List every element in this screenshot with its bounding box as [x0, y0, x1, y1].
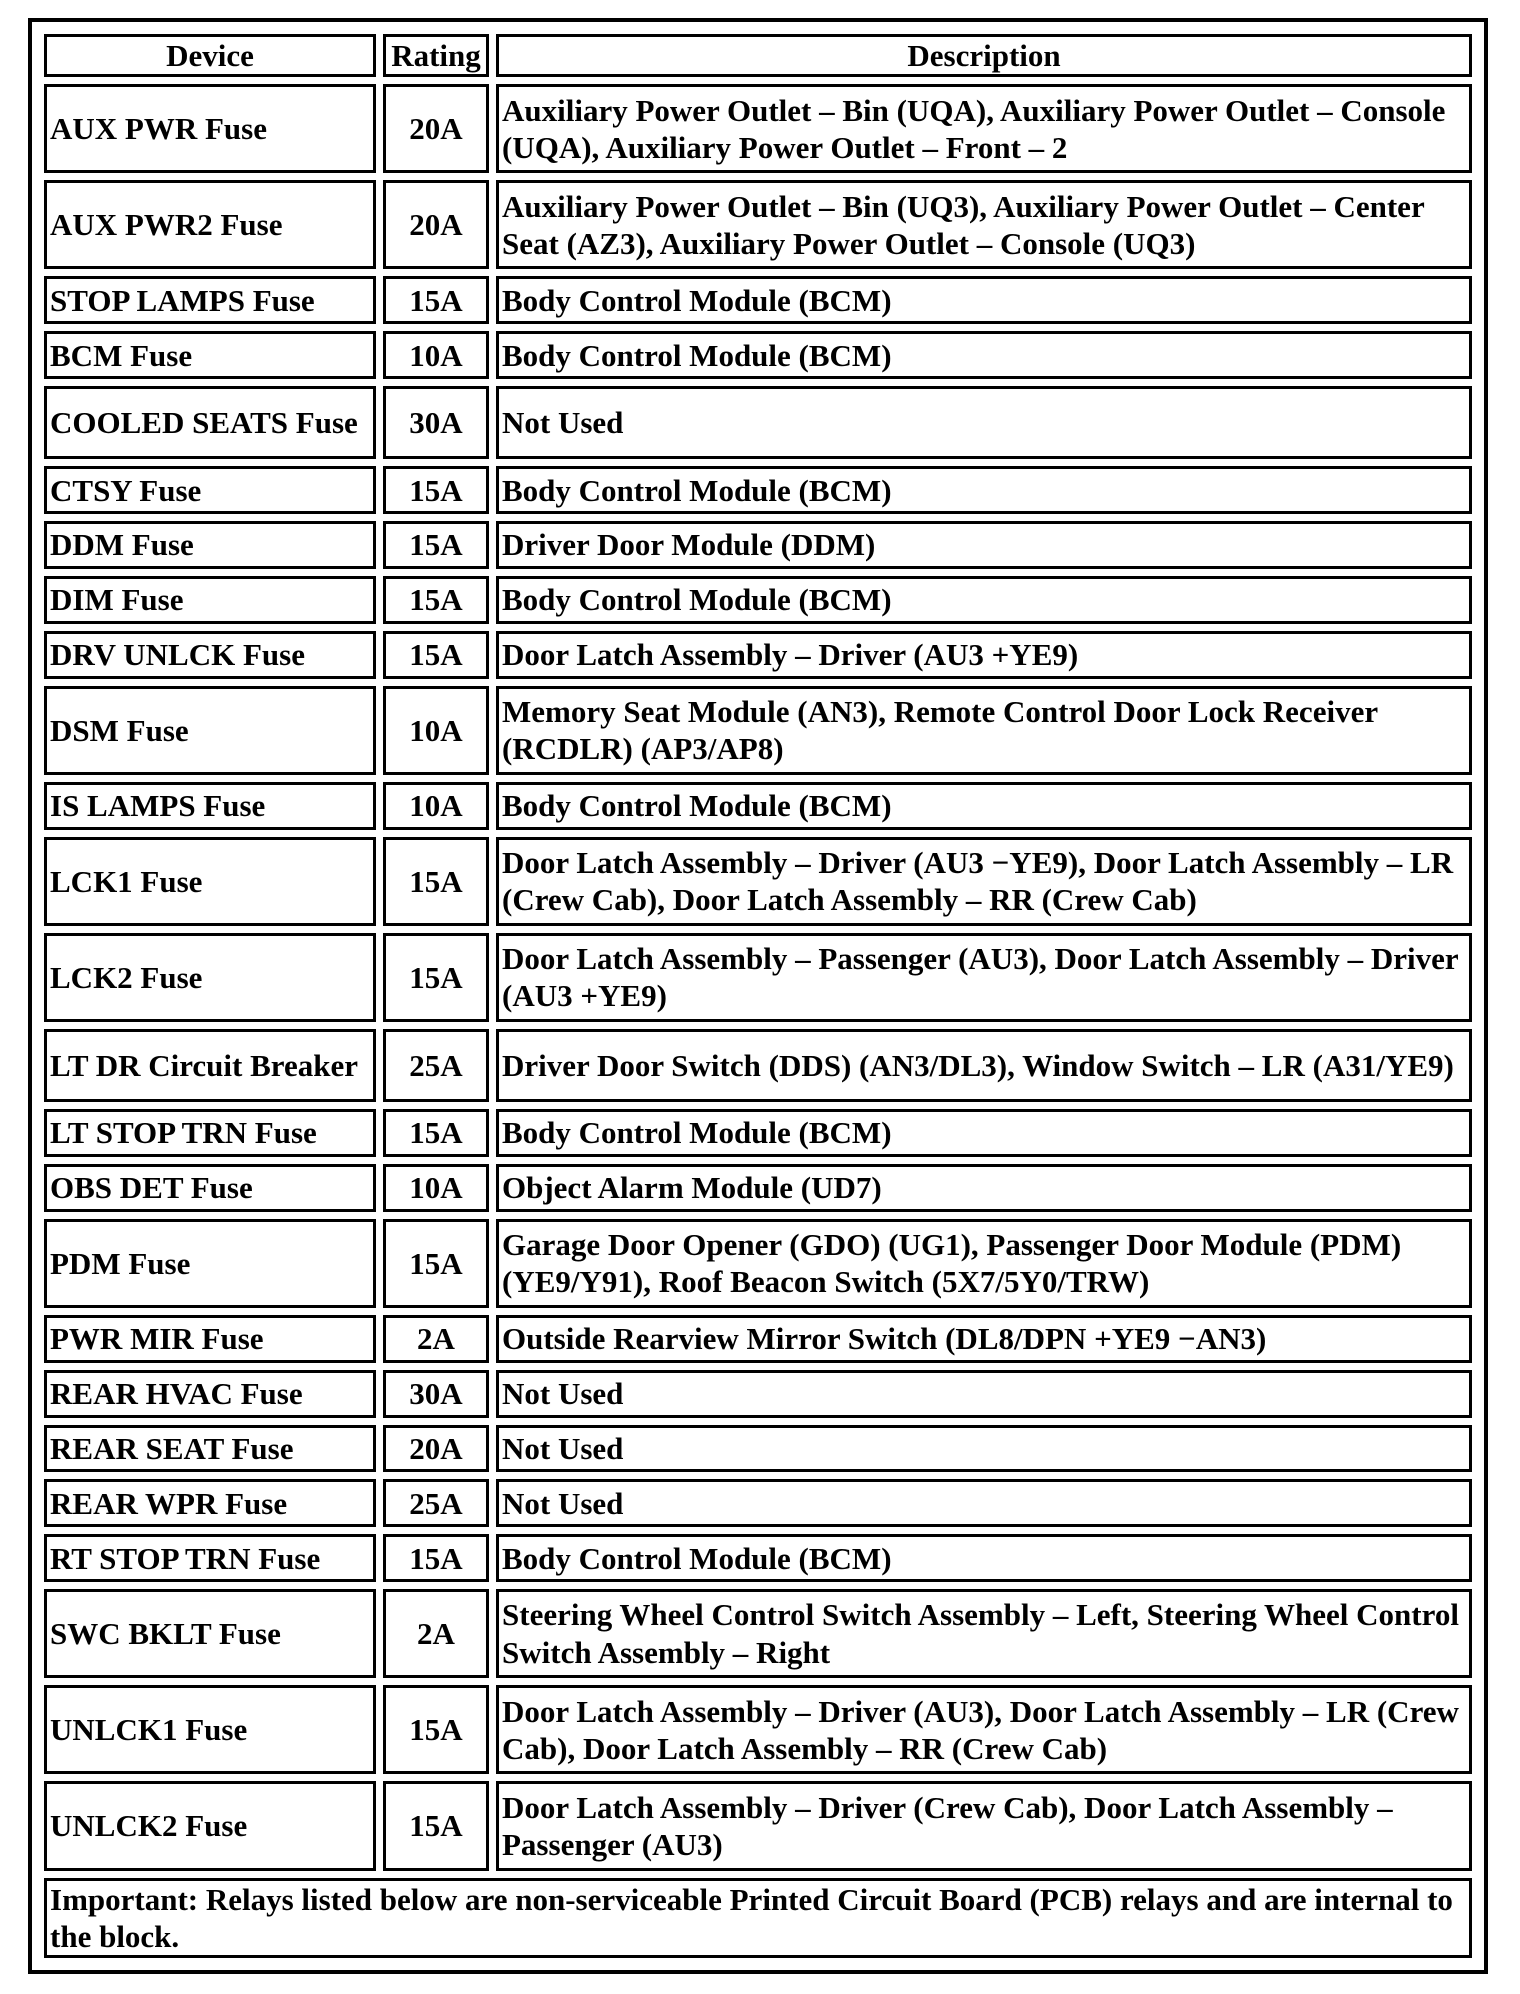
description-cell: Not Used — [496, 1370, 1472, 1418]
table-row — [44, 180, 1472, 269]
rating-cell: 10A — [383, 686, 489, 775]
device-cell: STOP LAMPS Fuse — [44, 276, 376, 324]
rating-cell: 15A — [383, 466, 489, 514]
description-cell: Object Alarm Module (UD7) — [496, 1164, 1472, 1212]
description-cell: Memory Seat Module (AN3), Remote Control Door Lock Receiver (RCDLR) (AP3/AP8) — [496, 686, 1472, 775]
device-cell: CTSY Fuse — [44, 466, 376, 514]
table-row — [44, 1315, 1472, 1363]
table-row — [44, 782, 1472, 830]
table-row — [44, 276, 1472, 324]
description-cell: Driver Door Module (DDM) — [496, 521, 1472, 569]
description-cell: Not Used — [496, 1425, 1472, 1473]
device-cell: PWR MIR Fuse — [44, 1315, 376, 1363]
description-cell: Body Control Module (BCM) — [496, 466, 1472, 514]
description-cell: Body Control Module (BCM) — [496, 331, 1472, 379]
description-cell: Body Control Module (BCM) — [496, 576, 1472, 624]
header-device: Device — [44, 34, 376, 77]
rating-cell: 15A — [383, 933, 489, 1022]
device-cell: RT STOP TRN Fuse — [44, 1534, 376, 1582]
device-cell: AUX PWR Fuse — [44, 84, 376, 173]
description-cell: Door Latch Assembly – Driver (AU3 −YE9), Door Latch Assembly – LR (Crew Cab), Door Latch Assembly – RR (Crew Cab) — [496, 837, 1472, 926]
description-cell: Body Control Module (BCM) — [496, 1109, 1472, 1157]
rating-cell: 10A — [383, 1164, 489, 1212]
device-cell: AUX PWR2 Fuse — [44, 180, 376, 269]
device-cell: LT DR Circuit Breaker — [44, 1029, 376, 1102]
table-row — [44, 1219, 1472, 1308]
table-row — [44, 1370, 1472, 1418]
rating-cell: 10A — [383, 331, 489, 379]
description-cell: Body Control Module (BCM) — [496, 276, 1472, 324]
rating-cell: 15A — [383, 1109, 489, 1157]
device-cell: BCM Fuse — [44, 331, 376, 379]
device-cell: REAR WPR Fuse — [44, 1479, 376, 1527]
rating-cell: 2A — [383, 1315, 489, 1363]
description-cell: Garage Door Opener (GDO) (UG1), Passenger Door Module (PDM) (YE9/Y91), Roof Beacon Switch (5X7/5Y0/TRW) — [496, 1219, 1472, 1308]
rating-cell: 15A — [383, 521, 489, 569]
rating-cell: 15A — [383, 576, 489, 624]
header-row — [44, 34, 1472, 77]
description-cell: Auxiliary Power Outlet – Bin (UQ3), Auxiliary Power Outlet – Center Seat (AZ3), Auxiliary Power Outlet – Console (UQ3) — [496, 180, 1472, 269]
device-cell: REAR SEAT Fuse — [44, 1425, 376, 1473]
important-note: Important: Relays listed below are non-serviceable Printed Circuit Board (PCB) relays and are internal to the block. — [44, 1878, 1472, 1958]
description-cell: Door Latch Assembly – Driver (Crew Cab), Door Latch Assembly – Passenger (AU3) — [496, 1781, 1472, 1870]
rating-cell: 30A — [383, 1370, 489, 1418]
table-row — [44, 1685, 1472, 1774]
description-cell: Door Latch Assembly – Passenger (AU3), Door Latch Assembly – Driver (AU3 +YE9) — [496, 933, 1472, 1022]
table-row — [44, 1534, 1472, 1582]
table-row — [44, 466, 1472, 514]
table-row — [44, 1781, 1472, 1870]
table-row — [44, 1029, 1472, 1102]
device-cell: DSM Fuse — [44, 686, 376, 775]
rating-cell: 30A — [383, 386, 489, 459]
rating-cell: 15A — [383, 1685, 489, 1774]
rating-cell: 2A — [383, 1589, 489, 1678]
table-row — [44, 1589, 1472, 1678]
device-cell: LCK1 Fuse — [44, 837, 376, 926]
device-cell: DRV UNLCK Fuse — [44, 631, 376, 679]
description-cell: Not Used — [496, 386, 1472, 459]
rating-cell: 25A — [383, 1479, 489, 1527]
device-cell: UNLCK1 Fuse — [44, 1685, 376, 1774]
table-row — [44, 837, 1472, 926]
device-cell: LCK2 Fuse — [44, 933, 376, 1022]
note-row — [44, 1878, 1472, 1958]
device-cell: PDM Fuse — [44, 1219, 376, 1308]
rating-cell: 15A — [383, 1534, 489, 1582]
device-cell: LT STOP TRN Fuse — [44, 1109, 376, 1157]
table-row — [44, 1109, 1472, 1157]
device-cell: SWC BKLT Fuse — [44, 1589, 376, 1678]
table-row — [44, 1479, 1472, 1527]
table-row — [44, 331, 1472, 379]
rating-cell: 15A — [383, 837, 489, 926]
table-row — [44, 521, 1472, 569]
description-cell: Steering Wheel Control Switch Assembly – Left, Steering Wheel Control Switch Assembly – Right — [496, 1589, 1472, 1678]
rating-cell: 10A — [383, 782, 489, 830]
rating-cell: 15A — [383, 276, 489, 324]
table-row — [44, 686, 1472, 775]
device-cell: IS LAMPS Fuse — [44, 782, 376, 830]
description-cell: Auxiliary Power Outlet – Bin (UQA), Auxiliary Power Outlet – Console (UQA), Auxiliary Power Outlet – Front – 2 — [496, 84, 1472, 173]
device-cell: DDM Fuse — [44, 521, 376, 569]
device-cell: OBS DET Fuse — [44, 1164, 376, 1212]
device-cell: REAR HVAC Fuse — [44, 1370, 376, 1418]
table-row — [44, 1425, 1472, 1473]
fuse-table — [37, 27, 1479, 1965]
description-cell: Not Used — [496, 1479, 1472, 1527]
fuse-table-frame — [28, 18, 1488, 1974]
description-cell: Driver Door Switch (DDS) (AN3/DL3), Window Switch – LR (A31/YE9) — [496, 1029, 1472, 1102]
rating-cell: 20A — [383, 1425, 489, 1473]
description-cell: Door Latch Assembly – Driver (AU3 +YE9) — [496, 631, 1472, 679]
header-description: Description — [496, 34, 1472, 77]
table-row — [44, 933, 1472, 1022]
table-row — [44, 576, 1472, 624]
description-cell: Body Control Module (BCM) — [496, 782, 1472, 830]
device-cell: DIM Fuse — [44, 576, 376, 624]
rating-cell: 15A — [383, 1781, 489, 1870]
table-row — [44, 386, 1472, 459]
header-rating: Rating — [383, 34, 489, 77]
rating-cell: 20A — [383, 84, 489, 173]
rating-cell: 15A — [383, 631, 489, 679]
table-row — [44, 631, 1472, 679]
rating-cell: 25A — [383, 1029, 489, 1102]
device-cell: COOLED SEATS Fuse — [44, 386, 376, 459]
description-cell: Door Latch Assembly – Driver (AU3), Door Latch Assembly – LR (Crew Cab), Door Latch Assembly – RR (Crew Cab) — [496, 1685, 1472, 1774]
rating-cell: 20A — [383, 180, 489, 269]
device-cell: UNLCK2 Fuse — [44, 1781, 376, 1870]
description-cell: Body Control Module (BCM) — [496, 1534, 1472, 1582]
table-row — [44, 1164, 1472, 1212]
rating-cell: 15A — [383, 1219, 489, 1308]
description-cell: Outside Rearview Mirror Switch (DL8/DPN +YE9 −AN3) — [496, 1315, 1472, 1363]
table-row — [44, 84, 1472, 173]
